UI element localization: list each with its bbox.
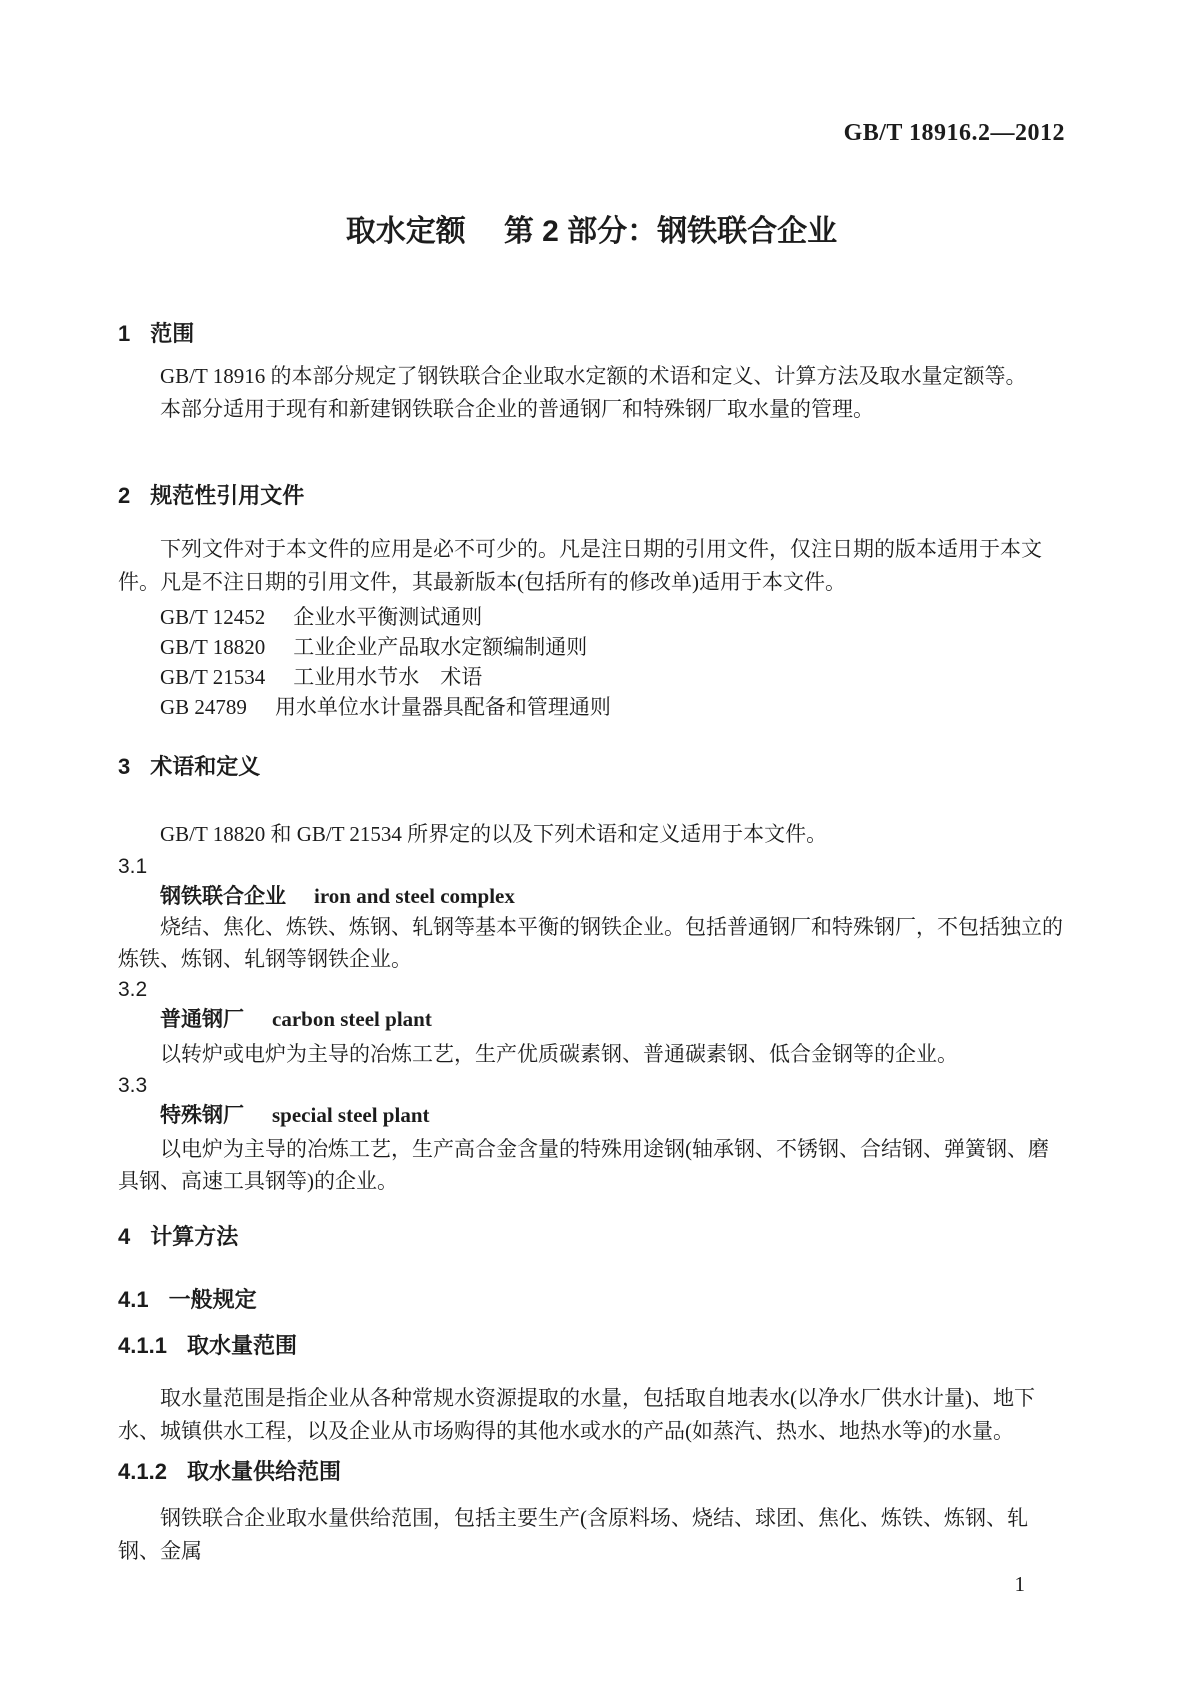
clause-3-2-number: 3.2 — [118, 978, 148, 1001]
section-4-1-number: 4.1 — [118, 1287, 149, 1312]
document-title-main: 取水定额 — [345, 215, 466, 248]
reference-title: 工业用水节水 术语 — [293, 665, 483, 689]
section-4-1-title: 一般规定 — [168, 1287, 257, 1312]
term-3-1-zh: 钢铁联合企业 — [160, 885, 286, 908]
section-4-1-2-heading — [118, 1458, 1065, 1486]
term-3-3-en: special steel plant — [272, 1103, 430, 1127]
term-3-1-en: iron and steel complex — [314, 884, 515, 908]
document-title-part: 第 2 部分：钢铁联合企业 — [503, 215, 838, 248]
section-1-heading — [118, 320, 1065, 348]
section-3-title: 术语和定义 — [150, 754, 261, 779]
reference-item — [118, 602, 1065, 632]
reference-code: GB/T 21534 — [160, 665, 266, 689]
section-4-1-1-heading — [118, 1332, 1065, 1360]
term-3-3-zh: 特殊钢厂 — [160, 1104, 244, 1127]
term-3-1 — [118, 882, 1065, 911]
reference-item — [118, 692, 1065, 722]
term-3-1-definition: 烧结、焦化、炼铁、炼钢、轧钢等基本平衡的钢铁企业。包括普通钢厂和特殊钢厂，不包括独立的炼铁、炼钢、轧钢等钢铁企业。 — [118, 915, 1063, 971]
reference-title: 工业企业产品取水定额编制通则 — [293, 635, 588, 659]
section-4-1-1-title: 取水量范围 — [186, 1333, 297, 1358]
reference-title: 企业水平衡测试通则 — [293, 605, 483, 629]
section-2-title: 规范性引用文件 — [150, 483, 305, 508]
section-4-number: 4 — [118, 1224, 131, 1249]
term-3-2-definition: 以转炉或电炉为主导的冶炼工艺，生产优质碳素钢、普通碳素钢、低合金钢等的企业。 — [160, 1042, 958, 1066]
section-3-number: 3 — [118, 754, 131, 779]
normative-refs-intro: 下列文件对于本文件的应用是必不可少的。凡是注日期的引用文件，仅注日期的版本适用于本文件。凡是不注日期的引用文件，其最新版本(包括所有的修改单)适用于本文件。 — [118, 537, 1042, 594]
section-3-heading — [118, 753, 1065, 781]
section-4-heading — [118, 1223, 1065, 1251]
section-4-1-heading — [118, 1286, 1065, 1314]
reference-code: GB/T 12452 — [160, 605, 266, 629]
section-2-heading — [118, 482, 1065, 510]
section-4-title: 计算方法 — [150, 1224, 239, 1249]
term-3-2-zh: 普通钢厂 — [160, 1008, 244, 1031]
reference-item — [118, 662, 1065, 692]
scope-paragraph-2: 本部分适用于现有和新建钢铁联合企业的普通钢厂和特殊钢厂取水量的管理。 — [160, 397, 874, 421]
standard-code: GB/T 18916.2—2012 — [843, 120, 1065, 146]
term-3-2 — [118, 1005, 1065, 1034]
clause-3-1-number: 3.1 — [118, 855, 148, 878]
section-4-1-1-number: 4.1.1 — [118, 1333, 167, 1358]
normative-refs-list — [118, 602, 1065, 722]
scope-paragraph-1: GB/T 18916 的本部分规定了钢铁联合企业取水定额的术语和定义、计算方法及取水量定额等。 — [160, 364, 1027, 388]
page-number: 1 — [1014, 1572, 1025, 1596]
section-2-number: 2 — [118, 483, 131, 508]
document-title — [118, 212, 1065, 252]
section-4-1-2-title: 取水量供给范围 — [186, 1459, 341, 1484]
terms-intro: GB/T 18820 和 GB/T 21534 所界定的以及下列术语和定义适用于本文件。 — [160, 822, 828, 846]
section-4-1-1-paragraph: 取水量范围是指企业从各种常规水资源提取的水量，包括取自地表水(以净水厂供水计量)、地下水、城镇供水工程，以及企业从市场购得的其他水或水的产品(如蒸汽、热水、地热水等)的水量。 — [118, 1386, 1035, 1443]
term-3-3-definition: 以电炉为主导的冶炼工艺，生产高合金含量的特殊用途钢(轴承钢、不锈钢、合结钢、弹簧钢、磨具钢、高速工具钢等)的企业。 — [118, 1137, 1049, 1193]
term-3-3 — [118, 1101, 1065, 1130]
section-4-1-2-paragraph: 钢铁联合企业取水量供给范围，包括主要生产(含原料场、烧结、球团、焦化、炼铁、炼钢、轧钢、金属 — [118, 1506, 1028, 1563]
reference-code: GB/T 18820 — [160, 635, 266, 659]
clause-3-3-number: 3.3 — [118, 1074, 148, 1097]
section-1-number: 1 — [118, 321, 131, 346]
reference-code: GB 24789 — [160, 695, 247, 719]
term-3-2-en: carbon steel plant — [272, 1007, 432, 1031]
reference-title: 用水单位水计量器具配备和管理通则 — [274, 695, 611, 719]
section-4-1-2-number: 4.1.2 — [118, 1459, 167, 1484]
reference-item — [118, 632, 1065, 662]
section-1-title: 范围 — [150, 321, 195, 346]
